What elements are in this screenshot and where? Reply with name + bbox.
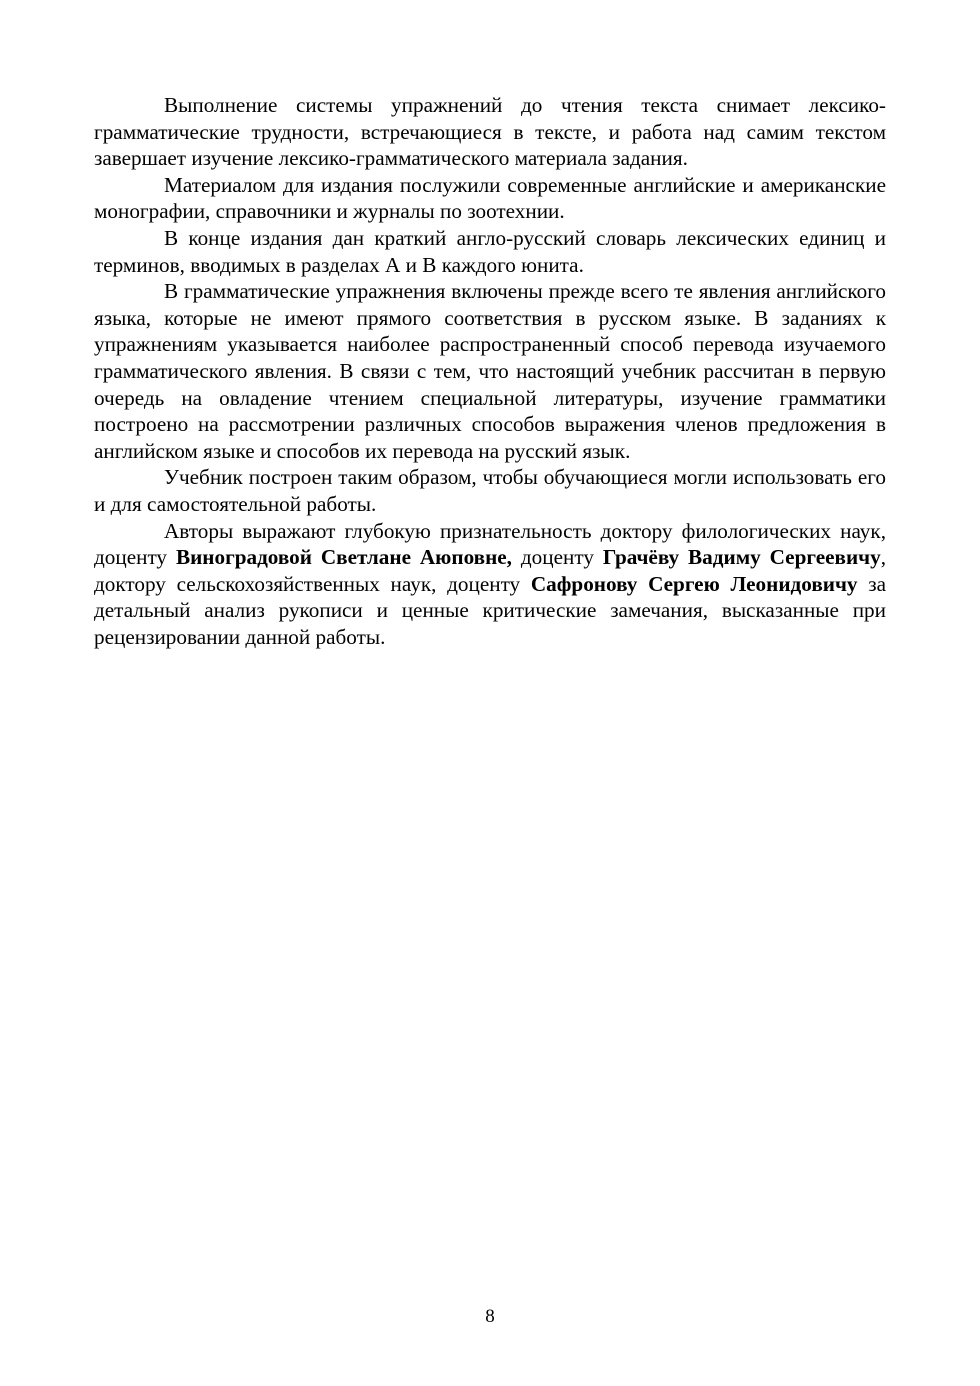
paragraph-text: Материалом для издания послужили современные английские и американские монографии, справочники и журналы по зоотехнии.: [94, 172, 886, 224]
page-number: 8: [485, 1306, 495, 1327]
page-body: [94, 92, 886, 650]
paragraph-sources: [94, 172, 886, 225]
reviewer-name-grachev: Грачёву Вадиму Сергеевичу: [602, 545, 881, 570]
paragraph-text: Учебник построен таким образом, чтобы обучающиеся могли использовать его и для самостоятельной работы.: [94, 465, 886, 516]
paragraph-text: В грамматические упражнения включены прежде всего те явления английского языка, которые не имеют прямого соответствия в русском языке. В заданиях к упражнениям указывается наиболее распространенный способ перевода изучаемого грамматического явления. В связи с тем, что настоящий учебник рассчитан в первую очередь на овладение чтением специальной литературы, изучение грамматики построено на рассмотрении различных способов выражения членов предложения в английском языке и способов их перевода на русский язык.: [94, 279, 886, 463]
paragraph-text: доценту: [511, 545, 603, 570]
paragraph-text: Выполнение системы упражнений до чтения текста снимает лексико-грамматические трудности, встречающиеся в тексте, и работа над самим текстом завершает изучение лексико-грамматического материала задания.: [94, 93, 886, 171]
paragraph-text: за детальный анализ рукописи и ценные критические замечания, высказанные при рецензировании данной работы.: [94, 571, 886, 649]
paragraph-exercises: [94, 92, 886, 172]
reviewer-name-safronov: Сафронову Сергею Леонидовичу: [530, 571, 858, 596]
paragraph-text: , доктору сельскохозяйственных наук, доценту: [94, 545, 887, 596]
paragraph-text: В конце издания дан краткий англо-русский словарь лексических единиц и терминов, вводимых в разделах А и В каждого юнита.: [94, 225, 886, 277]
paragraph-acknowledgements: [94, 518, 886, 651]
paragraph-text: Авторы выражают глубокую признательность доктору филологических наук, доценту: [94, 518, 886, 570]
paragraph-dictionary: [94, 225, 886, 278]
reviewer-name-vinogradova: Виноградовой Светлане Аюповне,: [175, 545, 512, 570]
paragraph-grammar: [94, 278, 886, 464]
paragraph-self-study: [94, 464, 886, 517]
